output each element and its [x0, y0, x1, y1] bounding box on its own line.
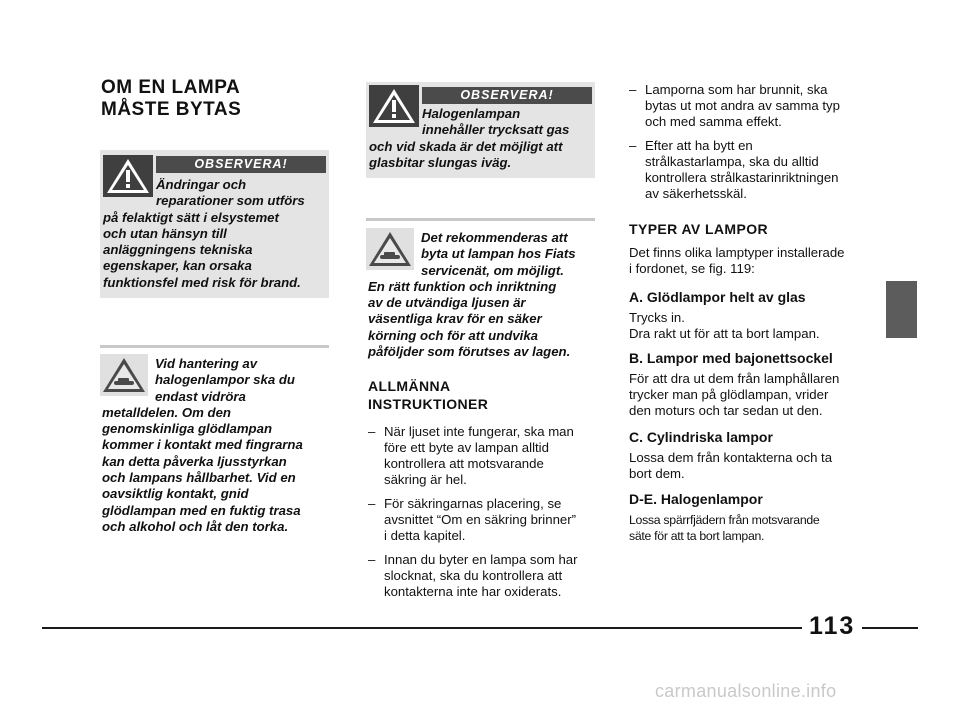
type-a-text: Trycks in. Dra rakt ut för att ta bort lampan. [629, 310, 820, 341]
type-b-text: För att dra ut dem från lamphållaren trycker man på glödlampan, vrider den moturs och tar sedan ut den. [629, 371, 840, 418]
footer-rule [862, 627, 918, 629]
list-item: – För säkringarnas placering, se avsnittet “Om en säkring brinner” i detta kapitel. [368, 496, 577, 543]
page-number: 113 [809, 612, 856, 640]
warning-box-left [100, 150, 329, 298]
note-text-left: Vid hantering av halogenlampor ska du endast vidröra metalldelen. Om den genomskinliga glödlampan kommer i kontakt med fingrarna kan detta påverka ljusstyrkan och lampans hållbarhet. Vid en oavsiktlig kontakt, gnid glödlampan med en fuktig trasa och alkohol och låt den torka. [102, 356, 303, 534]
list-item: – Lamporna som har brunnit, ska bytas ut mot andra av samma typ och med samma effekt. [629, 82, 840, 129]
section-heading: ALLMÄNNA INSTRUKTIONER [368, 378, 489, 412]
type-de-heading: D-E. Halogenlampor [629, 491, 763, 507]
warning-text-left: Ändringar och reparationer som utförs på felaktigt sätt i elsystemet och utan hänsyn till anläggningens tekniska egenskaper, kan orsaka funktionsfel med risk för brand. [103, 177, 305, 290]
section-heading: TYPER AV LAMPOR [629, 221, 769, 237]
list-item: – När ljuset inte fungerar, ska man före ett byte av lampan alltid kontrollera att motsvarande säkring är hel. [368, 424, 574, 487]
types-intro: Det finns olika lamptyper installerade i fordonet, se fig. 119: [629, 245, 845, 276]
type-b-heading: B. Lampor med bajonettsockel [629, 350, 833, 366]
observera-label: OBSERVERA! [156, 156, 326, 173]
page-title: OM EN LAMPA MÅSTE BYTAS [101, 77, 242, 120]
list-item: – Efter att ha bytt en strålkastarlampa, ska du alltid kontrollera strålkastarinriktningen av säkerhetsskäl. [629, 138, 839, 201]
general-list [368, 424, 608, 608]
type-c-text: Lossa dem från kontakterna och ta bort dem. [629, 450, 833, 481]
list-item: – Innan du byter en lampa som har slocknat, ska du kontrollera att kontakterna inte har oxiderats. [368, 552, 578, 599]
divider [100, 345, 329, 348]
warning-text-middle: Halogenlampan innehåller trycksatt gas och vid skada är det möjligt att glasbitar slungas iväg. [369, 106, 570, 170]
right-list [629, 82, 874, 210]
note-text-middle: Det rekommenderas att byta ut lampan hos Fiats servicenät, om möjligt. En rätt funktion och inriktning av de utvändiga ljusen är väsentliga krav för en säker körning och för att undvika påföljder som förutses av lagen. [368, 230, 576, 360]
type-c-heading: C. Cylindriska lampor [629, 429, 773, 445]
warning-box-middle [366, 82, 595, 178]
type-a-heading: A. Glödlampor helt av glas [629, 289, 806, 305]
watermark: carmanualsonline.info [655, 681, 837, 701]
observera-label: OBSERVERA! [422, 87, 592, 104]
type-de-text: Lossa spärrfjädern från motsvarande säte för att ta bort lampan. [629, 513, 820, 543]
footer-rule [42, 627, 802, 629]
chapter-tab [886, 281, 917, 338]
divider [366, 218, 595, 221]
